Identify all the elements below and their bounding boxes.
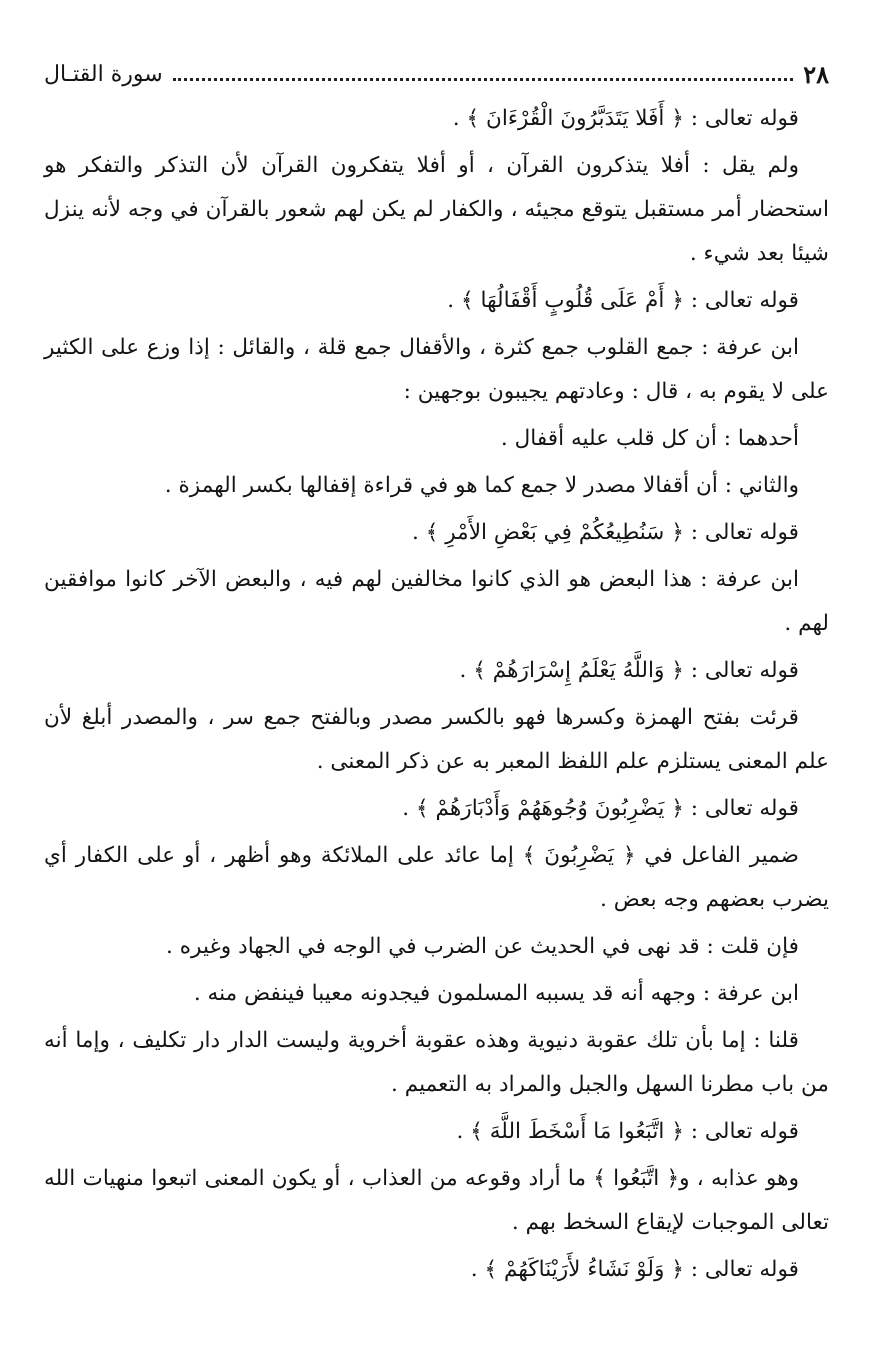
page-body	[44, 97, 829, 1292]
header-dotted-rule	[173, 78, 794, 81]
verse-citation: قوله تعالى : ﴿ أَفَلا يَتَدَبَّرُونَ الْقُرْءَانَ ﴾ .	[452, 106, 799, 131]
verse-citation: قوله تعالى : ﴿ أَمْ عَلَى قُلُوبٍ أَقْفَالُهَا ﴾ .	[447, 288, 799, 313]
commentary-paragraph: ابن عرفة : هذا البعض هو الذي كانوا مخالفين لهم فيه ، والبعض الآخر كانوا موافقين لهم .	[44, 567, 829, 636]
commentary-paragraph: قلنا : إما بأن تلك عقوبة دنيوية وهذه عقوبة أخروية وليست الدار دار تكليف ، وإما أنه من باب مطرنا السهل والجبل والمراد به التعميم .	[44, 1028, 829, 1097]
verse-citation: قوله تعالى : ﴿ اتَّبَعُوا مَا أَسْخَطَ اللَّهَ ﴾ .	[456, 1119, 799, 1144]
verse-citation: قوله تعالى : ﴿ يَضْرِبُونَ وُجُوهَهُمْ وَأَدْبَارَهُمْ ﴾ .	[402, 796, 799, 821]
page-header	[44, 56, 829, 92]
commentary-paragraph: قرئت بفتح الهمزة وكسرها فهو بالكسر مصدر وبالفتح جمع سر ، والمصدر أبلغ لأن علم المعنى يستلزم علم اللفظ المعبر به عن ذكر المعنى .	[44, 705, 829, 774]
commentary-paragraph: ضمير الفاعل في ﴿ يَضْرِبُونَ ﴾ إما عائد على الملائكة وهو أظهر ، أو على الكفار أي يضرب بعضهم وجه بعض .	[44, 843, 829, 912]
verse-citation: قوله تعالى : ﴿ سَنُطِيعُكُمْ فِي بَعْضِ الأَمْرِ ﴾ .	[412, 520, 799, 545]
commentary-paragraph: وهو عذابه ، و﴿ اتَّبَعُوا ﴾ ما أراد وقوعه من العذاب ، أو يكون المعنى اتبعوا منهيات الله تعالى الموجبات لإيقاع السخط بهم .	[44, 1166, 829, 1235]
surah-title: سورة القتـال	[44, 61, 163, 87]
commentary-paragraph: ولم يقل : أفلا يتذكرون القرآن ، أو أفلا يتفكرون القرآن لأن التذكر والتفكر هو استحضار أمر مستقبل يتوقع مجيئه ، والكفار لم يكن لهم شعور بالقرآن في وجه لأنه ينزل شيئا بعد شيء .	[44, 153, 829, 266]
verse-citation: قوله تعالى : ﴿ وَلَوْ نَشَاءُ لأَرَيْنَاكَهُمْ ﴾ .	[470, 1257, 799, 1282]
commentary-paragraph: ابن عرفة : جمع القلوب جمع كثرة ، والأقفال جمع قلة ، والقائل : إذا وزع على الكثير على لا يقوم به ، قال : وعادتهم يجيبون بوجهين :	[44, 335, 829, 404]
commentary-paragraph: فإن قلت : قد نهى في الحديث عن الضرب في الوجه في الجهاد وغيره .	[166, 934, 799, 959]
verse-citation: قوله تعالى : ﴿ وَاللَّهُ يَعْلَمُ إِسْرَارَهُمْ ﴾ .	[459, 658, 799, 683]
page-number: ٢٨	[803, 59, 829, 89]
commentary-paragraph: أحدهما : أن كل قلب عليه أقفال .	[500, 426, 799, 451]
commentary-paragraph: ابن عرفة : وجهه أنه قد يسببه المسلمون فيجدونه معيبا فينفض منه .	[193, 981, 799, 1006]
commentary-paragraph: والثاني : أن أقفالا مصدر لا جمع كما هو في قراءة إقفالها بكسر الهمزة .	[164, 473, 799, 498]
